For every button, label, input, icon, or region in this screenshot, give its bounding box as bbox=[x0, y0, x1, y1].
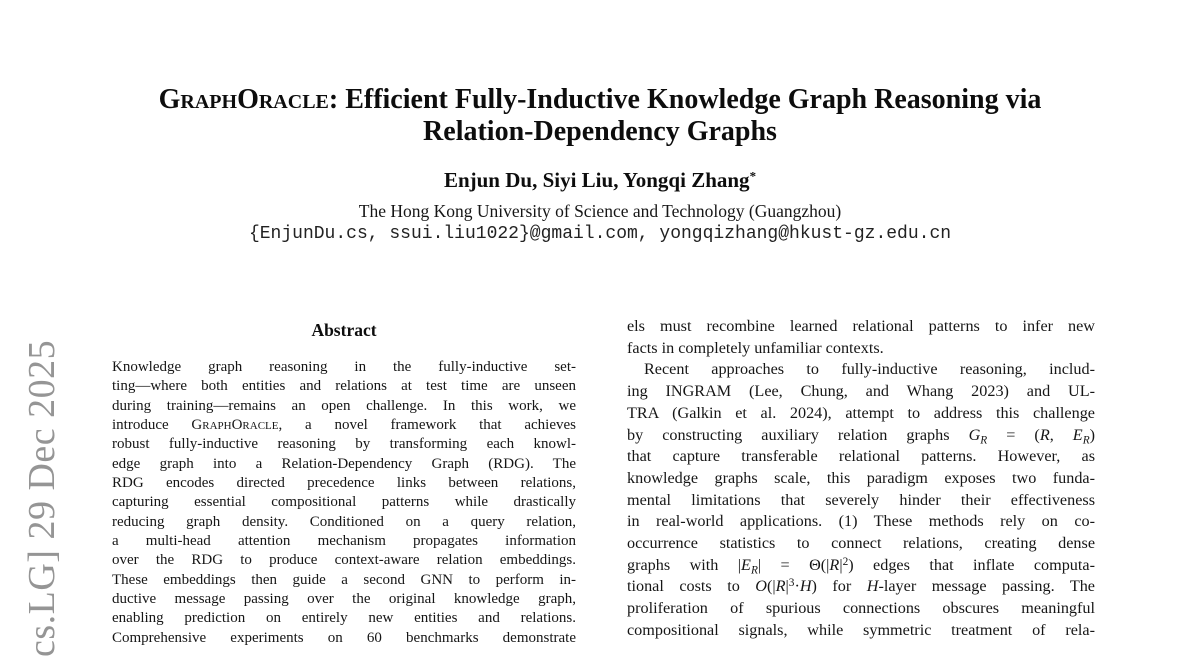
text-line: compositional signals, while symmetric treatment of rela- bbox=[627, 620, 1095, 639]
paper-title bbox=[0, 84, 1200, 148]
text-line: Knowledge graph reasoning in the fully-inductive set- bbox=[112, 359, 576, 375]
paper-title-line2: Relation-Dependency Graphs bbox=[423, 116, 777, 147]
text-line: ting—where both entities and relations at test time are unseen bbox=[112, 378, 576, 395]
text-line: ing INGRAM (Lee, Chung, and Whang 2023) and UL- bbox=[627, 382, 1095, 401]
author-footnote-marker: * bbox=[749, 168, 757, 184]
text-line: over the RDG to produce context-aware relation embeddings. bbox=[112, 552, 576, 569]
arxiv-watermark: cs.LG] 29 Dec 2025 bbox=[21, 339, 63, 657]
text-line: knowledge graphs scale, this paradigm exposes two funda- bbox=[627, 468, 1095, 487]
text-line: Recent approaches to fully-inductive reasoning, includ- bbox=[644, 360, 1095, 379]
text-line: TRA (Galkin et al. 2024), attempt to address this challenge bbox=[627, 403, 1095, 422]
authors-line bbox=[0, 168, 1200, 193]
text-line: in real-world applications. (1) These methods rely on co- bbox=[627, 512, 1095, 531]
text-line: by constructing auxiliary relation graphs $G_R = (R$, $E_R$) bbox=[627, 425, 1095, 446]
text-line: a multi-head attention mechanism propagates information bbox=[112, 533, 576, 550]
text-line: reducing graph density. Conditioned on a query relation, bbox=[112, 513, 576, 530]
emails-line: {EnjunDu.cs, ssui.liu1022}@gmail.com, yongqizhang@hkust-gz.edu.cn bbox=[248, 224, 952, 244]
text-line: facts in completely unfamiliar contexts. bbox=[627, 338, 884, 357]
text-line: introduce GraphOracle, a novel framework that achieves bbox=[112, 417, 576, 434]
affiliation-line: The Hong Kong University of Science and Technology (Guangzhou) bbox=[358, 201, 842, 221]
right-column-body bbox=[627, 316, 1095, 642]
text-line: RDG encodes directed precedence links between relations, bbox=[112, 475, 576, 492]
text-line: during training—remains an open challenge. In this work, we bbox=[112, 397, 576, 414]
text-line: Comprehensive experiments on 60 benchmarks demonstrate bbox=[112, 629, 576, 646]
text-line: ductive message passing over the original knowledge graph, bbox=[112, 591, 576, 608]
text-line: enabling prediction on entirely new entities and relations. bbox=[112, 610, 576, 627]
abstract-body bbox=[112, 358, 576, 648]
text-line: tional costs to $O(|R|^3\cdot H)$ for H-layer message passing. The bbox=[627, 577, 1095, 596]
text-line: that capture transferable relational patterns. However, as bbox=[627, 447, 1095, 466]
text-line: els must recombine learned relational patterns to infer new bbox=[627, 317, 1095, 335]
left-column bbox=[112, 320, 576, 648]
text-line: proliferation of spurious connections obscures meaningful bbox=[627, 599, 1095, 618]
paper-title-line1 bbox=[159, 84, 1042, 115]
text-line: edge graph into a Relation-Dependency Graph (RDG). The bbox=[112, 455, 576, 472]
text-line: These embeddings then guide a second GNN to perform in- bbox=[112, 571, 576, 588]
text-line: graphs with $|E_R| = \Theta(|R|^2)$ edges that inflate computa- bbox=[627, 555, 1095, 577]
author-names: Enjun Du, Siyi Liu, Yongqi Zhang bbox=[443, 168, 750, 192]
paper-title-rest: : Efficient Fully-Inductive Knowledge Graph Reasoning via bbox=[328, 84, 1042, 115]
text-line: robust fully-inductive reasoning by transforming each knowl- bbox=[112, 436, 576, 453]
paper-title-brand: GraphOracle bbox=[158, 84, 329, 115]
text-line: capturing essential compositional patterns while drastically bbox=[112, 494, 576, 511]
text-line: occurrence statistics to connect relations, creating dense bbox=[627, 534, 1095, 553]
text-line: mental limitations that severely hinder their effectiveness bbox=[627, 490, 1095, 509]
abstract-heading: Abstract bbox=[311, 320, 377, 340]
